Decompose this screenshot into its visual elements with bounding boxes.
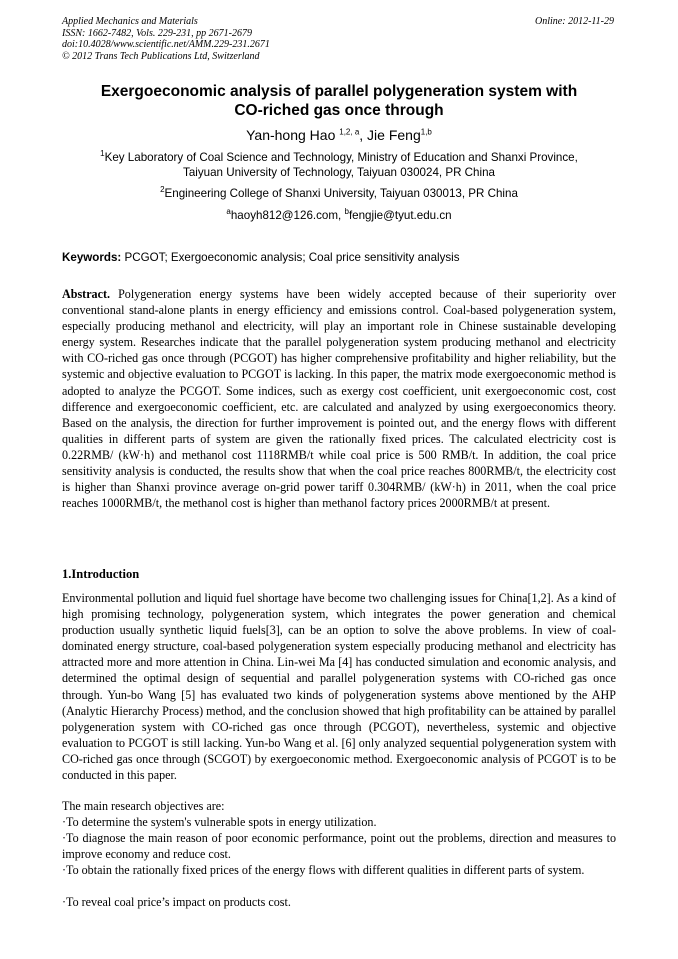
email-a: haoyh812@126.com,: [230, 209, 345, 222]
section-heading: 1.Introduction: [62, 567, 140, 581]
affiliation-1-line-2: Taiyuan University of Technology, Taiyuan 030024, PR China: [183, 166, 495, 179]
paper-title: [62, 82, 616, 120]
keywords-text: PCGOT; Exergoeconomic analysis; Coal price sensitivity analysis: [121, 251, 460, 264]
title-line-1: Exergoeconomic analysis of parallel polygeneration system with: [100, 83, 578, 100]
doi-line: doi:10.4028/www.scientific.net/AMM.229-231.2671: [62, 39, 270, 51]
author-line: [62, 126, 616, 144]
email-b-mark: b: [344, 207, 349, 217]
affiliation-1: [62, 150, 616, 180]
email-a-mark: a: [226, 207, 231, 217]
author-1: Yan-hong Hao: [246, 127, 340, 143]
objective-item: ·To determine the system's vulnerable spots in energy utilization.: [62, 815, 377, 829]
objective-item: ·To diagnose the main reason of poor economic performance, point out the problems, direction and measures to improve economy and reduce cost.: [62, 831, 616, 862]
author-1-affiliation-mark: 1,2, a: [339, 127, 360, 137]
journal-name: Applied Mechanics and Materials: [62, 16, 198, 27]
objective-item: ·To obtain the rationally fixed prices of the energy flows with different qualities in different parts of system.: [62, 863, 585, 877]
author-2: , Jie Feng: [359, 127, 421, 143]
affiliation-2-text: Engineering College of Shanxi University, Taiyuan 030013, PR China: [164, 187, 518, 200]
objective-item: ·To reveal coal price’s impact on products cost.: [62, 895, 291, 909]
keywords: [62, 251, 616, 265]
keywords-label: Keywords:: [62, 251, 122, 264]
author-2-affiliation-mark: 1,b: [420, 127, 432, 137]
online-date: Online: 2012-11-29: [535, 16, 614, 27]
journal-header: [62, 16, 270, 62]
issn-line: ISSN: 1662-7482, Vols. 229-231, pp 2671-2679: [62, 27, 252, 39]
introduction-paragraph: Environmental pollution and liquid fuel shortage have become two challenging issues for China[1,2]. As a kind of high promising technology, polygeneration system, which integrates the power generation and chemical production usually synthetic liquid fuels[3], can be an option to solve the above problems. In view of coal-dominated energy structure, coal-based polygeneration system especially producing methanol and electricity has attracted more and more attention in China. Lin-wei Ma [4] has conducted simulation and economic analysis, and determined the optimal design of sequential and parallel polygeneration systems with CO-riched gas once through. Yun-bo Wang [5] has evaluated two kinds of polygeneration systems above mentioned by the AHP (Analytic Hierarchy Process) method, and the conclusion showed that high profitability can be attained by parallel polygeneration system with CO-riched gas once through (PCGOT), nevertheless, systemic and objective evaluation to PCGOT is still lacking. Yun-bo Wang et al. [6] only analyzed sequential polygeneration system with CO-riched gas once through (SCGOT) by exergoeconomic method. Exergoeconomic analysis of PCGOT is to be conducted in this paper.: [62, 591, 616, 783]
objectives-intro: The main research objectives are:: [62, 799, 225, 813]
affiliation-1-line-1: Key Laboratory of Coal Science and Technology, Ministry of Education and Shanxi Province,: [104, 151, 578, 164]
title-line-2: CO-riched gas once through: [234, 102, 444, 119]
affiliation-2: [62, 186, 616, 201]
abstract: [62, 286, 616, 511]
abstract-text: Polygeneration energy systems have been widely accepted because of their superiority over conventional stand-alone plants in energy efficiency and emissions control. Coal-based polygeneration system, especially producing methanol and electricity, will play an important role in Chinese sustainable developing energy system. Researches indicate that the parallel polygeneration system producing methanol and electricity with CO-riched gas once through (PCGOT) has higher comprehensive profitability and higher reliability, but the systemic and objective evaluation to PCGOT is lacking. In this paper, the matrix mode exergoeconomic method is adopted to analyze the PCGOT. Some indices, such as exergy cost coefficient, unit exergoeconomic cost, cost difference and exergoeconomic coefficient, etc. are calculated and analyzed by using exergoeconomics theory. Based on the analysis, the direction for further improvement is pointed out, and the energy flows with different qualities in different parts of system are given the rationally fixed prices. The calculated electricity cost is 0.22RMB/ (kW·h) and methanol cost 1118RMB/t while coal price is 500 RMB/t. In addition, the coal price sensitivity analysis is conducted, the results show that when the coal price reaches 800RMB/t, the electricity cost is higher than Shanxi province average on-grid power tariff 0.304RMB/ (kW·h) in 2011, when the coal price reaches 1000RMB/t, the methanol cost is higher than methanol factory prices 2000RMB/t at present.: [62, 287, 616, 511]
affiliation-2-mark: 2: [160, 185, 165, 195]
email-line: [62, 208, 616, 223]
abstract-label: Abstract.: [62, 287, 111, 301]
affiliation-1-mark: 1: [100, 149, 105, 159]
email-b: fengjie@tyut.edu.cn: [348, 209, 452, 222]
copyright-line: © 2012 Trans Tech Publications Ltd, Switzerland: [62, 50, 260, 62]
